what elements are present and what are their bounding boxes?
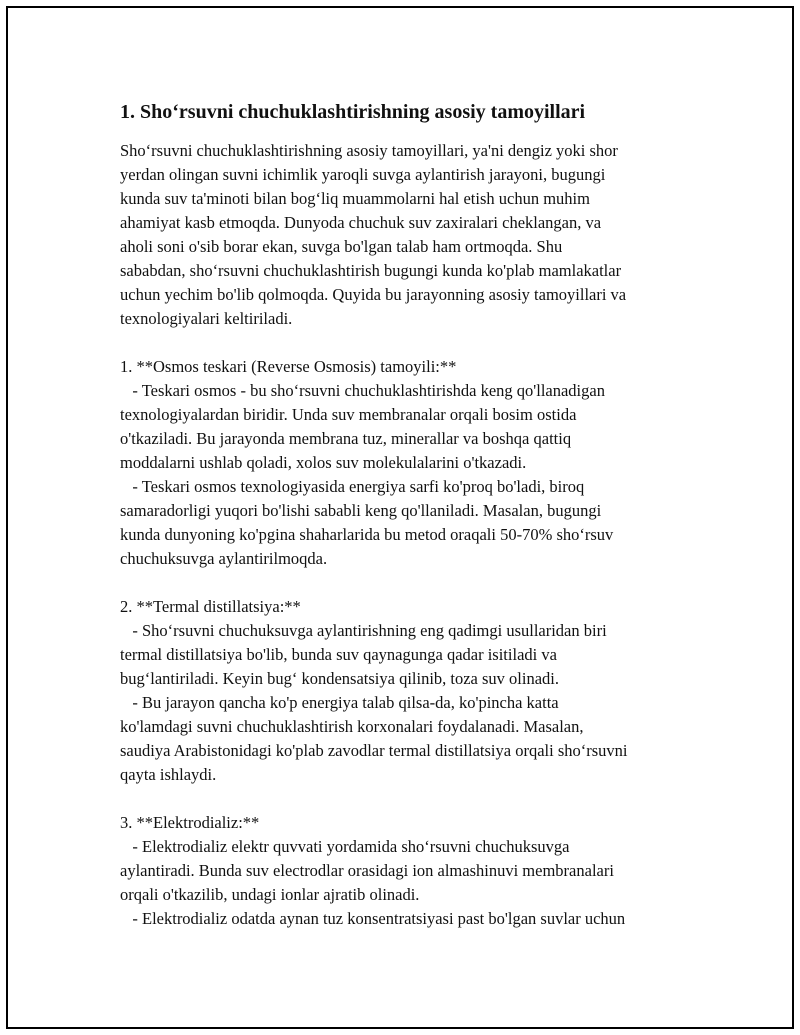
- document-content: [120, 99, 700, 931]
- document-page: [6, 6, 794, 1029]
- document-body: Sho‘rsuvni chuchuklashtirishning asosiy tamoyillari, ya'ni dengiz yoki shor yerdan olingan suvni ichimlik yaroqli suvga aylantirish jarayoni, bugungi kunda suv ta'minoti bilan bog‘liq muammolarni hal etish uchun muhim ahamiyat kasb etmoqda. Dunyoda chuchuk suv zaxiralari cheklangan, va aholi soni o'sib borar ekan, suvga bo'lgan talab ham ortmoqda. Shu sababdan, sho‘rsuvni chuchuklashtirish bugungi kunda ko'plab mamlakatlar uchun yechim bo'lib qolmoqda. Quyida bu jarayonning asosiy tamoyillari va texnologiyalari keltiriladi. 1. **Osmos teskari (Reverse Osmosis) tamoyili:** - Teskari osmos - bu sho‘rsuvni chuchuklashtirishda keng qo'llanadigan texnologiyalardan biridir. Unda suv membranalar orqali bosim ostida o'tkaziladi. Bu jarayonda membrana tuz, minerallar va boshqa qattiq moddalarni ushlab qoladi, xolos suv molekulalarini o'tkazadi. - Teskari osmos texnologiyasida energiya sarfi ko'proq bo'ladi, biroq samaradorligi yuqori bo'lishi sababli keng qo'llaniladi. Masalan, bugungi kunda dunyoning ko'pgina shaharlarida bu metod oraqali 50-70% sho‘rsuv chuchuksuvga aylantirilmoqda. 2. **Termal distillatsiya:** - Sho‘rsuvni chuchuksuvga aylantirishning eng qadimgi usullaridan biri termal distillatsiya bo'lib, bunda suv qaynagunga qadar isitiladi va bug‘lantiriladi. Keyin bug‘ kondensatsiya qilinib, toza suv olinadi. - Bu jarayon qancha ko'p energiya talab qilsa-da, ko'pincha katta ko'lamdagi suvni chuchuklashtirish korxonalari foydalanadi. Masalan, saudiya Arabistonidagi ko'plab zavodlar termal distillatsiya orqali sho‘rsuvni qayta ishlaydi. 3. **Elektrodializ:** - Elektrodializ elektr quvvati yordamida sho‘rsuvni chuchuksuvga aylantiradi. Bunda suv electrodlar orasidagi ion almashinuvi membranalari orqali o'tkazilib, undagi ionlar ajratib olinadi. - Elektrodializ odatda aynan tuz konsentratsiyasi past bo'lgan suvlar uchun: [120, 141, 628, 928]
- document-title: 1. Sho‘rsuvni chuchuklashtirishning asosiy tamoyillari: [120, 101, 586, 123]
